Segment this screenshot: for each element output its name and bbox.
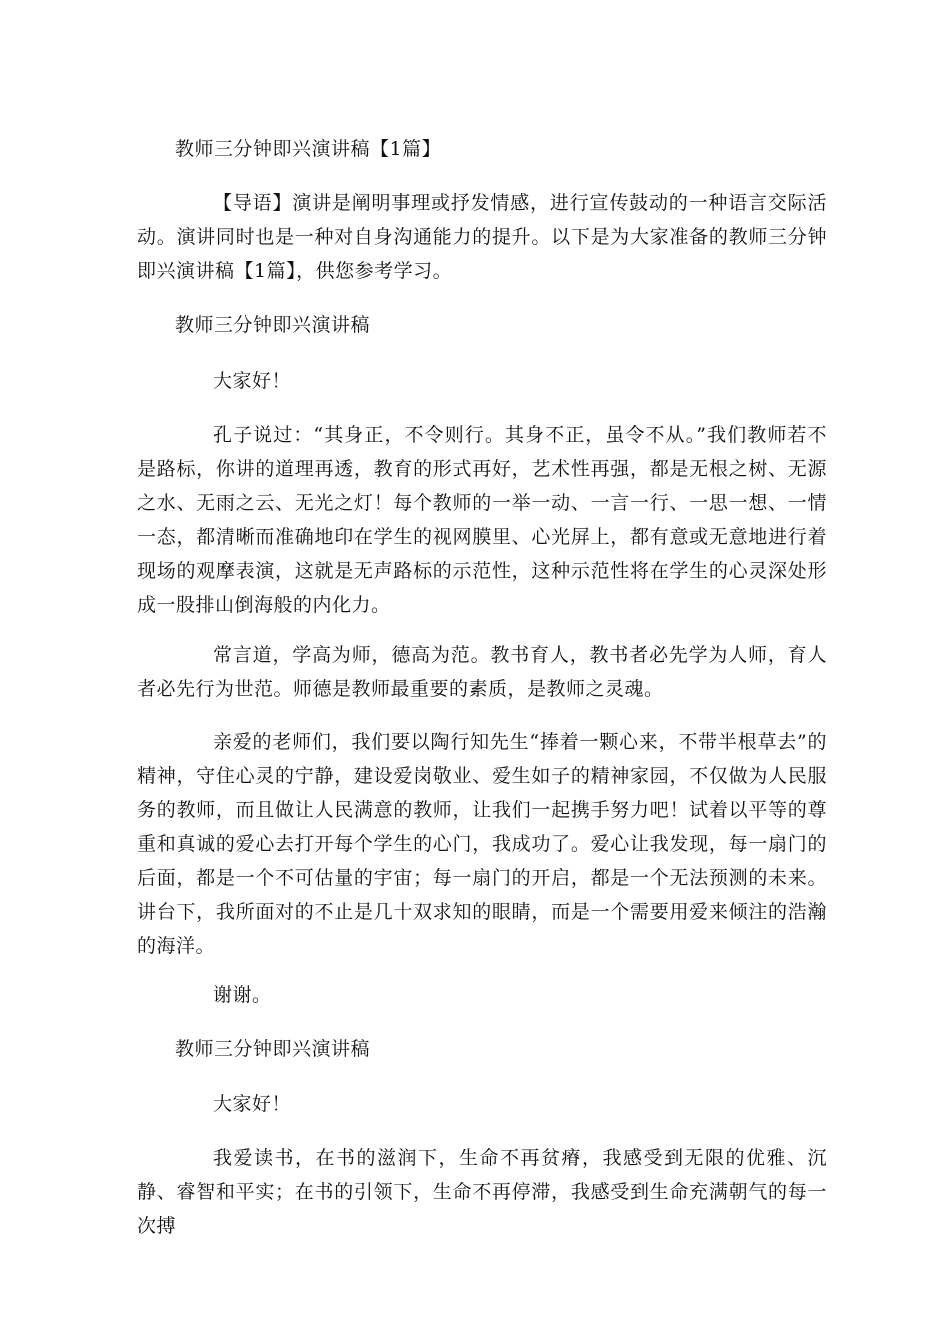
speech2-paragraph-1: 我爱读书，在书的滋润下，生命不再贫瘠，我感受到无限的优雅、沉静、睿智和平实；在书的引领下，生命不再停滞，我感受到生命充满朝气的每一次搏 <box>137 1147 827 1237</box>
speech1-paragraph-1: 孔子说过：“其身正，不令则行。其身不正，虽令不从。”我们教师若不是路标，你讲的道理再透，教育的形式再好，艺术性再强，都是无根之树、无源之水、无雨之云、无光之灯！每个教师的一举一动、一言一行、一思一想、一情一态，都清晰而准确地印在学生的视网膜里、心光屏上，都有意或无意地进行着现场的观摩表演，这就是无声路标的示范性，这种示范性将在学生的心灵深处形成一股排山倒海般的内化力。 <box>137 424 827 616</box>
speech1-heading: 教师三分钟即兴演讲稿 <box>175 314 371 336</box>
speech1-paragraph-3: 亲爱的老师们，我们要以陶行知先生“捧着一颗心来，不带半根草去”的精神，守住心灵的宁静，建设爱岗敬业、爱生如子的精神家园，不仅做为人民服务的教师，而且做让人民满意的教师，让我们一起携手努力吧！试着以平等的尊重和真诚的爱心去打开每个学生的心门，我成功了。爱心让我发现，每一扇门的后面，都是一个不可估量的宇宙；每一扇门的开启，都是一个无法预测的未来。讲台下，我所面对的不止是几十双求知的眼睛，而是一个需要用爱来倾注的浩瀚的海洋。 <box>137 731 827 957</box>
intro-paragraph: 【导语】演讲是阐明事理或抒发情感，进行宣传鼓动的一种语言交际活动。演讲同时也是一种对自身沟通能力的提升。以下是为大家准备的教师三分钟即兴演讲稿【1篇】，供您参考学习。 <box>137 192 827 282</box>
speech1-closing: 谢谢。 <box>213 984 272 1006</box>
speech2-greeting: 大家好！ <box>213 1093 292 1115</box>
speech2-heading: 教师三分钟即兴演讲稿 <box>175 1038 371 1060</box>
document-title: 教师三分钟即兴演讲稿【1篇】 <box>175 138 442 160</box>
speech1-greeting: 大家好！ <box>213 370 292 392</box>
speech1-paragraph-2: 常言道，学高为师，德高为范。教书育人，教书者必先学为人师，育人者必先行为世范。师德是教师最重要的素质，是教师之灵魂。 <box>137 644 827 700</box>
